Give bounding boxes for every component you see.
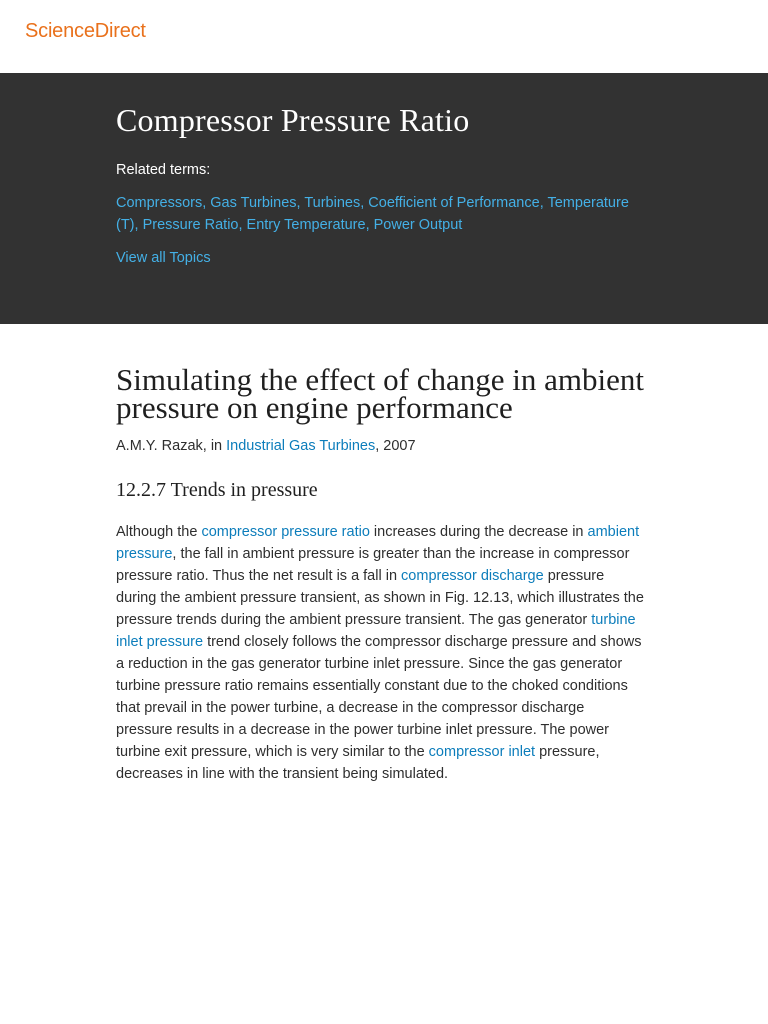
related-term-separator: , bbox=[365, 217, 374, 233]
paragraph-text: pressure during the ambient pressure transient, as shown in Fig. 12.13, which illustrates the pressure trends during the ambient pressure transient. The gas generator bbox=[116, 568, 644, 628]
section-heading: 12.2.7 Trends in pressure bbox=[116, 479, 318, 501]
related-term-separator: , bbox=[202, 195, 211, 211]
inline-topic-link[interactable]: turbine inlet pressure bbox=[116, 612, 636, 650]
byline bbox=[116, 438, 644, 454]
topic-title: Compressor Pressure Ratio bbox=[116, 102, 470, 138]
related-term-link[interactable]: Turbines bbox=[304, 195, 361, 211]
source-link[interactable]: Industrial Gas Turbines bbox=[226, 438, 376, 454]
related-term-link[interactable]: Compressors bbox=[116, 195, 203, 211]
inline-topic-link[interactable]: compressor inlet bbox=[428, 744, 536, 760]
article-paragraph bbox=[116, 521, 644, 785]
related-term-link[interactable]: Pressure Ratio bbox=[142, 217, 239, 233]
paragraph-text: pressure, decreases in line with the transient being simulated. bbox=[116, 744, 600, 782]
paragraph-text: , the fall in ambient pressure is greater than the increase in compressor pressure ratio. Thus the net result is a fall in bbox=[116, 546, 630, 584]
article-title[interactable]: Simulating the effect of change in ambient pressure on engine performance bbox=[116, 362, 644, 425]
paragraph-text: trend closely follows the compressor discharge pressure and shows a reduction in the gas generator turbine inlet pressure. Since the gas generator turbine pressure ratio remains essentially constant due to the choked conditions that prevail in the power turbine, a decrease in the compressor discharge pressure results in a decrease in the power turbine inlet pressure. The power turbine exit pressure, which is very similar to the bbox=[116, 634, 642, 760]
related-term-separator: , bbox=[238, 217, 247, 233]
inline-topic-link[interactable]: ambient pressure bbox=[116, 524, 640, 562]
related-term-separator: , bbox=[539, 195, 548, 211]
article-section bbox=[116, 362, 644, 785]
paragraph-text: Although the bbox=[116, 524, 202, 540]
year: , 2007 bbox=[375, 438, 416, 454]
inline-topic-link[interactable]: compressor pressure ratio bbox=[201, 524, 370, 540]
related-term-link[interactable]: Gas Turbines bbox=[210, 195, 297, 211]
related-term-separator: , bbox=[296, 195, 305, 211]
view-all-topics-link[interactable]: View all Topics bbox=[116, 250, 211, 266]
related-term-link[interactable]: Temperature (T) bbox=[116, 195, 629, 233]
related-term-separator: , bbox=[134, 217, 143, 233]
top-bar bbox=[0, 0, 768, 73]
related-terms-label: Related terms: bbox=[116, 162, 211, 178]
topic-header bbox=[0, 73, 768, 324]
related-term-link[interactable]: Power Output bbox=[373, 217, 463, 233]
sciencedirect-logo[interactable]: ScienceDirect bbox=[25, 20, 146, 42]
paragraph-text: increases during the decrease in bbox=[369, 524, 588, 540]
related-terms-list bbox=[116, 192, 636, 236]
related-term-link[interactable]: Coefficient of Performance bbox=[368, 195, 540, 211]
related-term-link[interactable]: Entry Temperature bbox=[246, 217, 366, 233]
inline-topic-link[interactable]: compressor discharge bbox=[401, 568, 544, 584]
author: A.M.Y. Razak, in bbox=[116, 438, 223, 454]
related-term-separator: , bbox=[360, 195, 369, 211]
